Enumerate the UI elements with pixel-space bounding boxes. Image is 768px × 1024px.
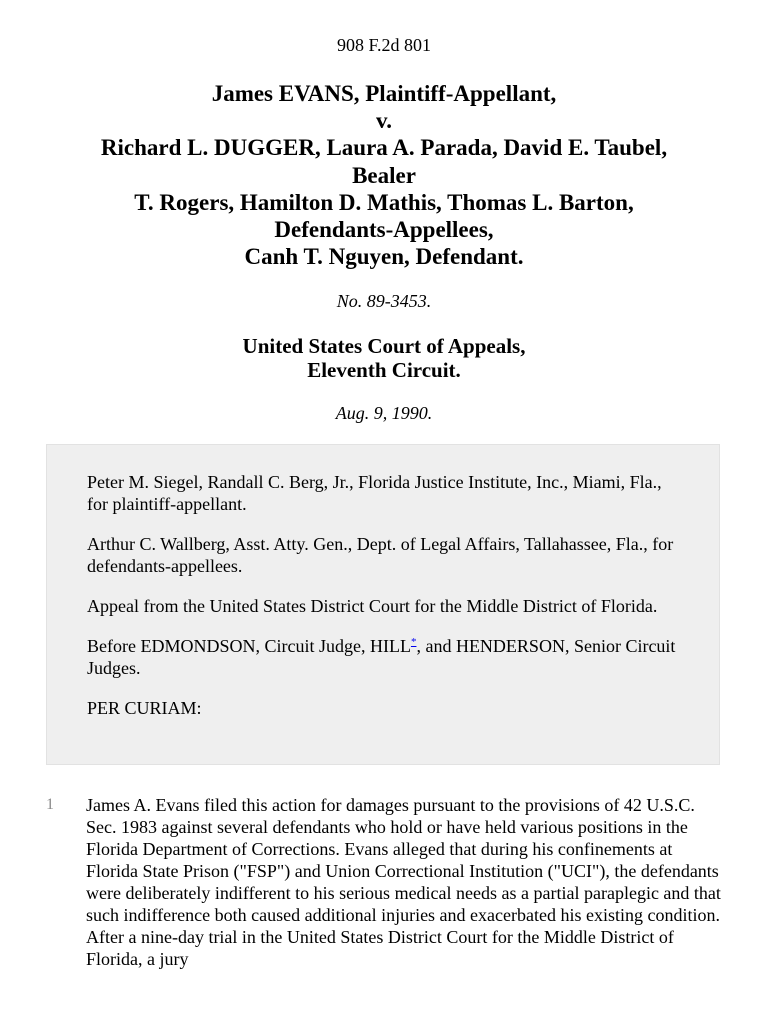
- appeal-origin: Appeal from the United States District Court for the Middle District of Florida.: [87, 596, 658, 616]
- court-name-line-1: United States Court of Appeals,: [242, 334, 526, 358]
- per-curiam-heading: PER CURIAM:: [87, 698, 202, 718]
- caption-line-appellees-4: Defendants-Appellees,: [274, 217, 494, 243]
- panel-judges: [87, 635, 683, 679]
- caption-line-appellees-1: Richard L. DUGGER, Laura A. Parada, David E. Taubel,: [100, 135, 668, 161]
- caption-line-defendant: Canh T. Nguyen, Defendant.: [244, 244, 524, 270]
- case-citation: 908 F.2d 801: [336, 35, 432, 55]
- docket-number: No. 89-3453.: [336, 291, 432, 311]
- panel-judges-prefix: Before EDMONDSON, Circuit Judge, HILL: [87, 636, 411, 656]
- appellant-counsel: Peter M. Siegel, Randall C. Berg, Jr., Florida Justice Institute, Inc., Miami, Fla., for plaintiff-appellant.: [87, 472, 662, 514]
- caption-line-appellees-3: T. Rogers, Hamilton D. Mathis, Thomas L. Barton,: [134, 189, 634, 215]
- panel-judges-suffix: , and HENDERSON, Senior Circuit Judges.: [87, 636, 676, 678]
- footnote-link[interactable]: *: [410, 636, 417, 648]
- court-name: [0, 334, 768, 382]
- caption-line-appellant: James EVANS, Plaintiff-Appellant,: [211, 81, 557, 106]
- paragraph-text: James A. Evans filed this action for damages pursuant to the provisions of 42 U.S.C. Sec. 1983 against several defendants who hold or have held various positions in the Florida Department of Corrections. Evans alleged that during his confinements at Florida State Prison ("FSP") and Union Correctional Institution ("UCI"), the defendants were deliberately indifferent to his serious medical needs as a partial paraplegic and that such indifference both caused additional injuries and exacerbated his existing condition. After a nine-day trial in the United States District Court for the Middle District of Florida, a jury: [86, 795, 721, 969]
- appellee-counsel: Arthur C. Wallberg, Asst. Atty. Gen., Dept. of Legal Affairs, Tallahassee, Fla., for defendants-appellees.: [87, 534, 674, 576]
- caption-line-versus: v.: [376, 108, 392, 134]
- case-caption: [40, 80, 728, 270]
- counsel-box: [46, 444, 720, 765]
- decision-date: Aug. 9, 1990.: [335, 403, 433, 423]
- court-name-line-2: Eleventh Circuit.: [307, 358, 461, 382]
- caption-line-appellees-2: Bealer: [352, 162, 416, 188]
- paragraph-number: 1: [46, 796, 54, 813]
